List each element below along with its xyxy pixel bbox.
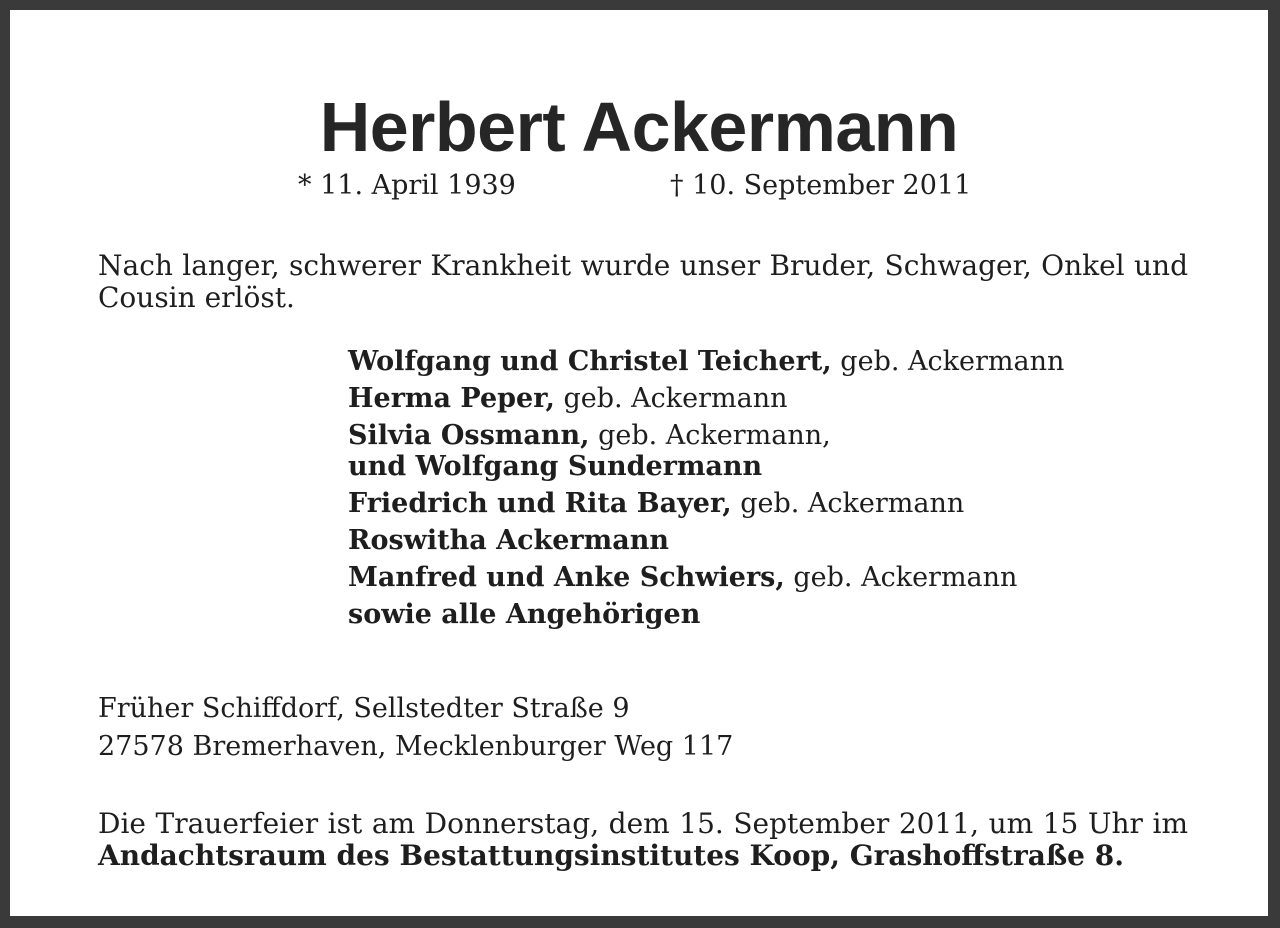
family-entry-second-line: und Wolfgang Sundermann xyxy=(348,451,763,482)
family-entry xyxy=(348,562,1064,593)
family-entry-note: geb. Ackermann xyxy=(731,488,965,519)
death-date: † 10. September 2011 xyxy=(670,170,972,201)
family-entry-name: sowie alle Angehörigen xyxy=(348,599,701,630)
family-entry-note: geb. Ackermann xyxy=(554,383,788,414)
address-block xyxy=(98,690,733,766)
family-entry xyxy=(348,488,1064,519)
family-entry-name: Manfred und Anke Schwiers, xyxy=(348,562,785,593)
family-entry-note: geb. Ackermann xyxy=(784,562,1018,593)
family-entry-note: geb. Ackermann xyxy=(831,346,1065,377)
funeral-text xyxy=(98,808,1188,872)
obituary-notice xyxy=(10,10,1268,916)
family-entry xyxy=(348,420,1064,482)
family-entry xyxy=(348,383,1064,414)
funeral-intro: Die Trauerfeier ist am Donnerstag, dem 15. September 2011, um 15 Uhr im xyxy=(98,807,1188,840)
family-entry-name: Silvia Ossmann, xyxy=(348,420,590,451)
family-entry-name: Herma Peper, xyxy=(348,383,555,414)
intro-text: Nach langer, schwerer Krankheit wurde unser Bruder, Schwager, Onkel und Cousin erlöst. xyxy=(98,249,1188,314)
funeral-location: Andachtsraum des Bestattungsinstitutes Koop, Grashoffstraße 8. xyxy=(98,839,1124,872)
family-entry xyxy=(348,599,1064,630)
address-line: 27578 Bremerhaven, Mecklenburger Weg 117 xyxy=(98,731,734,762)
family-entry-name: Wolfgang und Christel Teichert, xyxy=(348,346,832,377)
birth-date: * 11. April 1939 xyxy=(298,170,516,201)
deceased-name: Herbert Ackermann xyxy=(319,88,959,166)
family-entry-note: geb. Ackermann, xyxy=(589,420,831,451)
family-entry-name: Roswitha Ackermann xyxy=(348,525,669,556)
family-entry xyxy=(348,525,1064,556)
family-entry xyxy=(348,346,1064,377)
address-line: Früher Schiffdorf, Sellstedter Straße 9 xyxy=(98,693,630,724)
family-entry-name: Friedrich und Rita Bayer, xyxy=(348,488,732,519)
family-list xyxy=(348,346,1064,636)
